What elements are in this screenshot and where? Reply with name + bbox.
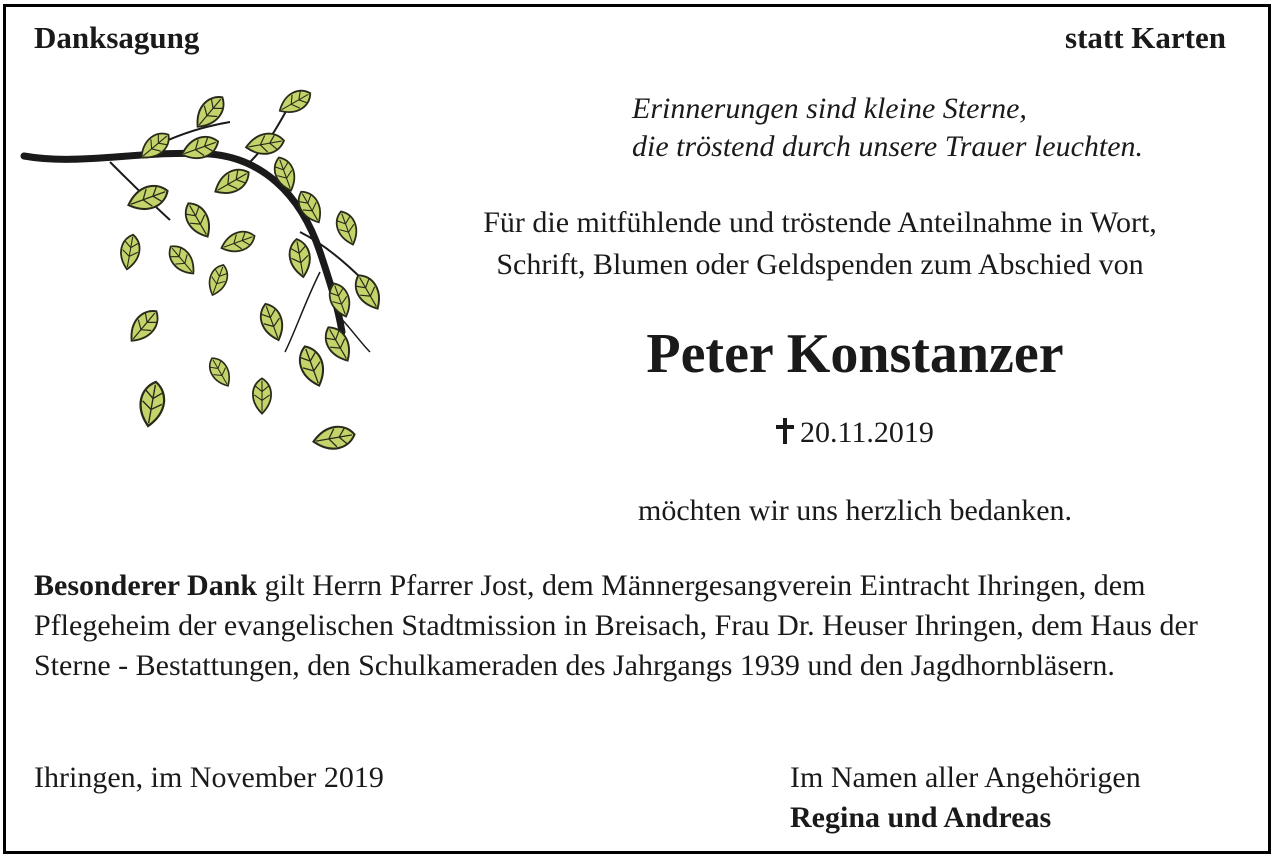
branch-with-leaves-illustration — [20, 82, 390, 462]
header-statt-karten: statt Karten — [1065, 20, 1226, 55]
quote-line-2: die tröstend durch unsere Trauer leuchten. — [632, 130, 1144, 163]
death-date-value: 20.11.2019 — [800, 416, 934, 449]
deceased-name: Peter Konstanzer — [646, 323, 1064, 385]
signature: Regina und Andreas — [790, 801, 1052, 834]
cross-icon — [776, 418, 794, 444]
special-thanks-text: gilt Herrn Pfarrer Jost, dem Männergesangverein Eintracht Ihringen, dem Pflegeheim der evangelischen Stadtmission in Breisach, Frau Dr. Heuser Ihringen, dem Haus der Sterne - Bestattungen, den Schulkameraden des Jahrgangs 1939 und den Jagdhornbläsern. — [34, 569, 1198, 682]
quote-line-1: Erinnerungen sind kleine Sterne, — [632, 92, 1027, 125]
special-thanks-paragraph — [34, 566, 1254, 686]
intro-line-1: Für die mitfühlende und tröstende Anteilnahme in Wort, — [483, 206, 1157, 239]
intro-line-2: Schrift, Blumen oder Geldspenden zum Abschied von — [496, 248, 1144, 281]
place-and-date: Ihringen, im November 2019 — [34, 761, 384, 794]
thanks-line: möchten wir uns herzlich bedanken. — [637, 494, 1073, 527]
header-danksagung: Danksagung — [34, 20, 200, 55]
on-behalf-line: Im Namen aller Angehörigen — [790, 761, 1141, 794]
death-date — [420, 416, 1280, 450]
special-thanks-lead: Besonderer Dank — [34, 569, 258, 602]
